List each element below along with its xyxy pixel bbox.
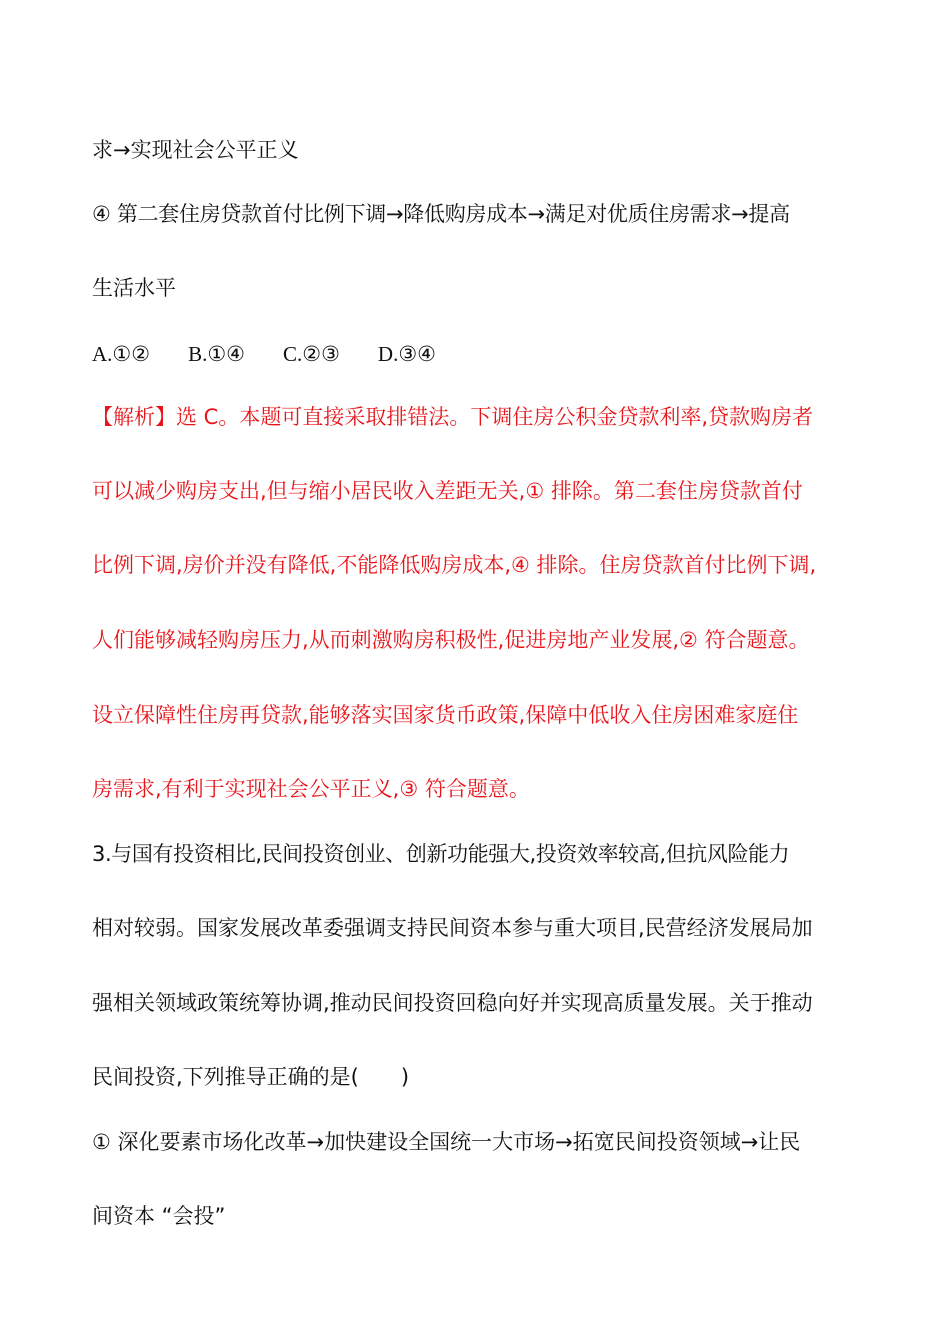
q3-stem-line-2: 相对较弱。国家发展改革委强调支持民间资本参与重大项目,民营经济发展局加 xyxy=(92,916,813,940)
q3-stem-line-4: 民间投资,下列推导正确的是( ) xyxy=(92,1065,410,1089)
option-b: B.①④ xyxy=(188,342,245,366)
option-a: A.①② xyxy=(92,342,151,366)
analysis-line-2: 可以减少购房支出,但与缩小居民收入差距无关,① 排除。第二套住房贷款首付 xyxy=(92,479,803,503)
analysis-line-3: 比例下调,房价并没有降低,不能降低购房成本,④ 排除。住房贷款首付比例下调, xyxy=(92,553,817,577)
prev-item4-line2: 生活水平 xyxy=(92,276,176,300)
analysis-line-1 xyxy=(92,402,862,432)
analysis-line-5: 设立保障性住房再贷款,能够落实国家货币政策,保障中低收入住房困难家庭住 xyxy=(92,703,799,727)
q3-stem-line-1: 3.与国有投资相比,民间投资创业、创新功能强大,投资效率较高,但抗风险能力 xyxy=(92,842,790,866)
q3-item1-line-2: 间资本 “会投” xyxy=(92,1204,226,1228)
option-d: D.③④ xyxy=(377,342,436,366)
prev-item4-line1: ④ 第二套住房贷款首付比例下调→降低购房成本→满足对优质住房需求→提高 xyxy=(92,202,790,226)
option-c: C.②③ xyxy=(283,342,340,366)
prev-item-continuation: 求→实现社会公平正义 xyxy=(92,138,299,162)
answer-options xyxy=(92,339,862,369)
analysis-tag: 【解析】 xyxy=(92,405,176,429)
q3-stem-line-3: 强相关领域政策统筹协调,推动民间投资回稳向好并实现高质量发展。关于推动 xyxy=(92,991,813,1015)
analysis-line-4: 人们能够减轻购房压力,从而刺激购房积极性,促进房地产业发展,② 符合题意。 xyxy=(92,628,810,652)
analysis-line-6: 房需求,有利于实现社会公平正义,③ 符合题意。 xyxy=(92,777,530,801)
q3-item1-line-1: ① 深化要素市场化改革→加快建设全国统一大市场→拓宽民间投资领域→让民 xyxy=(92,1130,801,1154)
analysis-text: 选 C。本题可直接采取排错法。下调住房公积金贷款利率,贷款购房者 xyxy=(176,405,814,429)
